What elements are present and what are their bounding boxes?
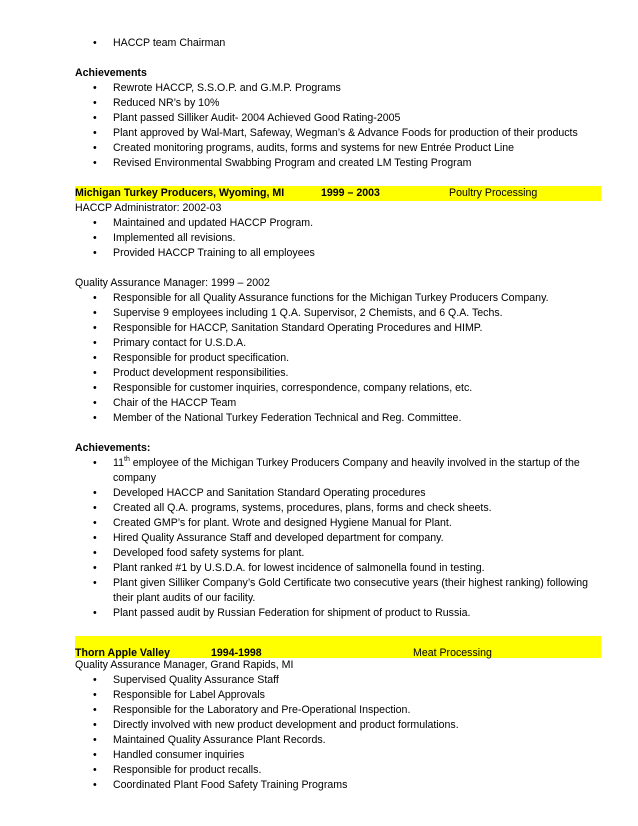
list-item: • Maintained and updated HACCP Program. xyxy=(75,216,601,231)
achievements-list xyxy=(75,456,601,621)
list-item: • Responsible for the Laboratory and Pre-Operational Inspection. xyxy=(75,703,601,718)
top-bullet-list xyxy=(75,36,601,51)
list-item: • Plant passed Silliker Audit- 2004 Achieved Good Rating-2005 xyxy=(75,111,601,126)
job-dates: 1999 – 2003 xyxy=(321,187,380,199)
list-item: • Reduced NR’s by 10% xyxy=(75,96,601,111)
list-item: • Handled consumer inquiries xyxy=(75,748,601,763)
company-name: Michigan Turkey Producers, Wyoming, MI xyxy=(75,187,285,199)
achievements-heading: Achievements xyxy=(75,67,147,79)
list-item: • Plant approved by Wal-Mart, Safeway, Wegman’s & Advance Foods for production of their products xyxy=(75,126,601,141)
list-item: • Supervised Quality Assurance Staff xyxy=(75,673,601,688)
job-header-thorn-apple xyxy=(75,636,601,658)
list-item: • Directly involved with new product development and product formulations. xyxy=(75,718,601,733)
list-item: • Created all Q.A. programs, systems, procedures, plans, forms and check sheets. xyxy=(75,501,601,516)
list-item: • Responsible for product specification. xyxy=(75,351,601,366)
role-title: Quality Assurance Manager, Grand Rapids, MI xyxy=(75,659,294,671)
list-item: • Rewrote HACCP, S.S.O.P. and G.M.P. Programs xyxy=(75,81,601,96)
list-item: • Responsible for all Quality Assurance functions for the Michigan Turkey Producers Company. xyxy=(75,291,601,306)
list-item: • Developed food safety systems for plant. xyxy=(75,546,601,561)
list-item-text: 11 xyxy=(113,457,124,469)
list-item: • Implemented all revisions. xyxy=(75,231,601,246)
list-item: • Responsible for product recalls. xyxy=(75,763,601,778)
list-item: • Primary contact for U.S.D.A. xyxy=(75,336,601,351)
list-item: • Product development responsibilities. xyxy=(75,366,601,381)
job-dates: 1994-1998 xyxy=(211,647,262,659)
achievements-list xyxy=(75,81,601,171)
list-item: • Developed HACCP and Sanitation Standard Operating procedures xyxy=(75,486,601,501)
job-department: Meat Processing xyxy=(413,647,492,659)
list-item: • Hired Quality Assurance Staff and developed department for company. xyxy=(75,531,601,546)
role-title: Quality Assurance Manager: 1999 – 2002 xyxy=(75,277,270,289)
achievements-heading: Achievements: xyxy=(75,442,151,454)
list-item: • HACCP team Chairman xyxy=(75,36,601,51)
job-department: Poultry Processing xyxy=(449,187,538,199)
list-item: • Plant passed audit by Russian Federation for shipment of product to Russia. xyxy=(75,606,601,621)
list-item: • Coordinated Plant Food Safety Training Programs xyxy=(75,778,601,793)
role-title: HACCP Administrator: 2002-03 xyxy=(75,202,222,214)
list-item: • Provided HACCP Training to all employees xyxy=(75,246,601,261)
company-name: Thorn Apple Valley xyxy=(75,647,170,659)
list-item: • Responsible for Label Approvals xyxy=(75,688,601,703)
list-item: • Plant given Silliker Company’s Gold Certificate two consecutive years (their highest ranking) following their plant audits of our facility. xyxy=(75,576,601,606)
list-item: • Maintained Quality Assurance Plant Records. xyxy=(75,733,601,748)
ordinal-suffix: th xyxy=(124,456,130,463)
list-item: • Responsible for HACCP, Sanitation Standard Operating Procedures and HIMP. xyxy=(75,321,601,336)
resume-page xyxy=(75,36,601,793)
list-item-text: employee of the Michigan Turkey Producers Company and heavily involved in the startup of the company xyxy=(113,457,580,484)
list-item: • Plant ranked #1 by U.S.D.A. for lowest incidence of salmonella found in testing. xyxy=(75,561,601,576)
list-item: • Chair of the HACCP Team xyxy=(75,396,601,411)
list-item: • Responsible for customer inquiries, correspondence, company relations, etc. xyxy=(75,381,601,396)
role-duties-list xyxy=(75,216,601,261)
list-item xyxy=(75,456,601,486)
list-item: • Created monitoring programs, audits, forms and systems for new Entrée Product Line xyxy=(75,141,601,156)
role-duties-list xyxy=(75,291,601,426)
list-item: • Created GMP’s for plant. Wrote and designed Hygiene Manual for Plant. xyxy=(75,516,601,531)
list-item: • Supervise 9 employees including 1 Q.A. Supervisor, 2 Chemists, and 6 Q.A. Techs. xyxy=(75,306,601,321)
list-item: • Revised Environmental Swabbing Program and created LM Testing Program xyxy=(75,156,601,171)
list-item: • Member of the National Turkey Federation Technical and Reg. Committee. xyxy=(75,411,601,426)
job-header-michigan xyxy=(75,186,601,201)
role-duties-list xyxy=(75,673,601,793)
